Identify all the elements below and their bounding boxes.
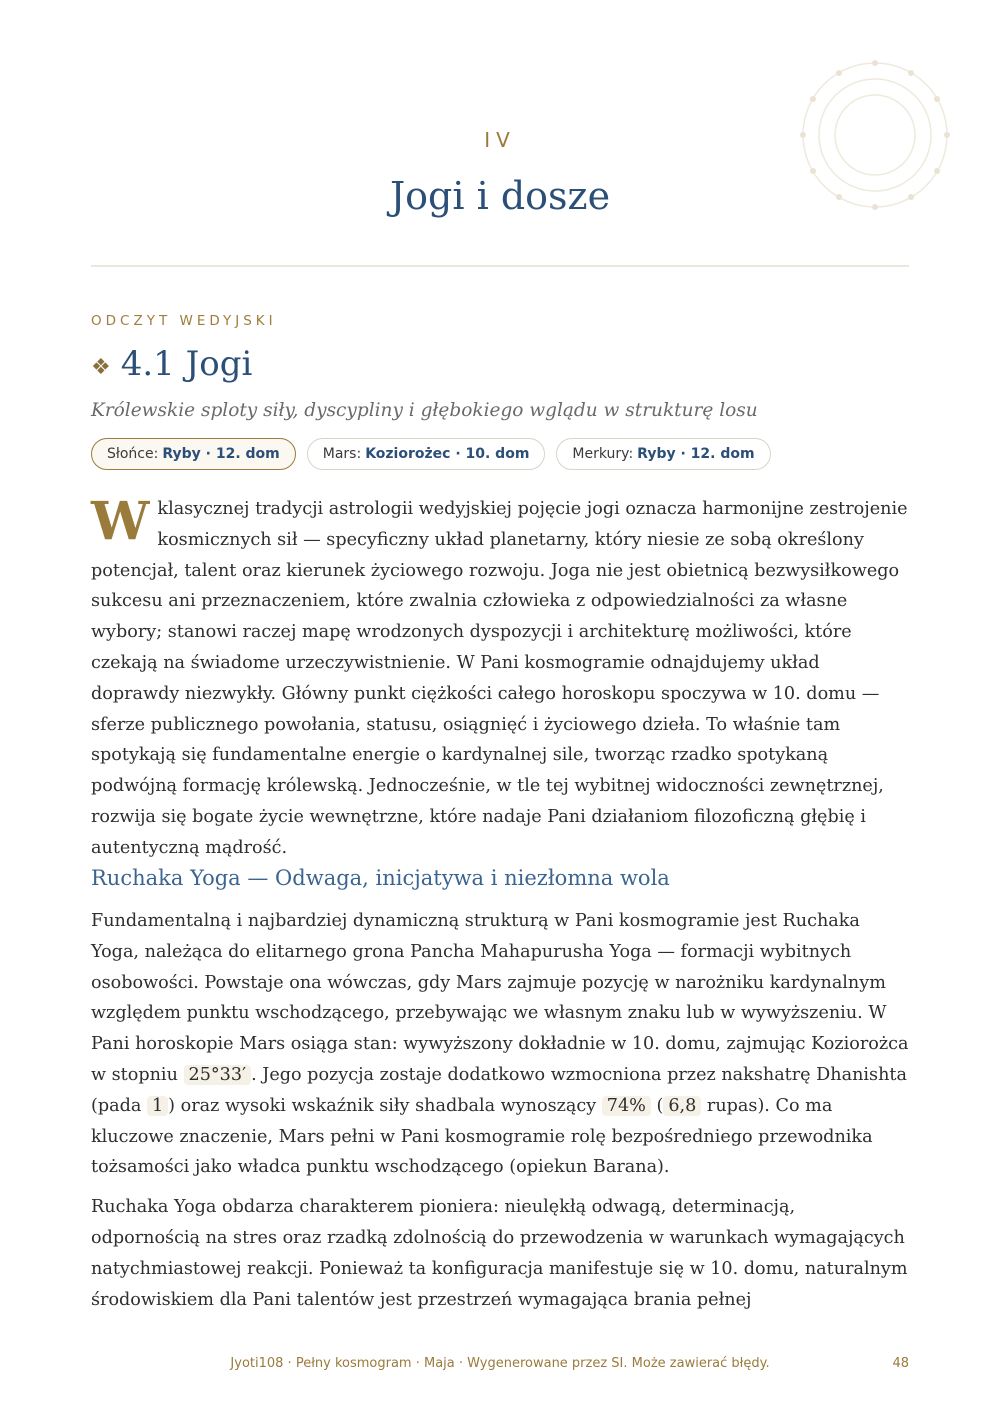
mars-degree-value: 25°33′ (184, 1065, 252, 1085)
chapter-number: IV (484, 128, 516, 152)
chip-value: Ryby · 12. dom (162, 446, 280, 462)
chip-value: Koziorożec · 10. dom (365, 446, 530, 462)
chip-mercury[interactable] (556, 438, 770, 470)
text-run: ) oraz wysoki wskaźnik siły shadbala wynoszący (168, 1095, 597, 1116)
intro-text: klasycznej tradycji astrologii wedyjskiej pojęcie jogi oznacza harmonijne zestrojenie kosmicznych sił — specyficzny układ planetarny, który niesie ze sobą określony potencjał, talent oraz kierunek życiowego rozwoju. Joga nie jest obietnicą bezwysiłkowego sukcesu ani przeznaczeniem, które zwalnia człowieka z odpowiedzialności za własne wybory; stanowi raczej mapę wrodzonych dyspozycji i architekturę możliwości, które czekają na świadome urzeczywistnienie. W Pani kosmogramie odnajdujemy układ doprawdy niezwykły. Główny punkt ciężkości całego horoskopu spoczywa w 10. domu — sferze publicznego powołania, statusu, osiągnięć i życiowego dzieła. To właśnie tam spotykają się fundamentalne energie o kardynalnej sile, tworząc rzadko spotykaną podwójną formację królewską. Jednocześnie, w tle tej wybitnej widoczności zewnętrznej, rozwija się bogate życie wewnętrzne, które nadaje Pani działaniom filozoficzną głębię i autentyczną mądrość. (91, 499, 908, 858)
ruchaka-body (91, 906, 909, 1315)
diamond-ornament-icon: ❖ (91, 354, 111, 380)
text-run: rupas). Co ma kluczowe znaczenie, Mars pełni w Pani kosmogramie rolę bezpośredniego przewodnika tożsamości jako władca punktu wschodzącego (opiekun Barana). (91, 1095, 873, 1178)
intro-paragraph (91, 491, 909, 864)
chip-label: Merkury: (572, 446, 634, 462)
header-divider (91, 265, 909, 267)
ruchaka-heading: Ruchaka Yoga — Odwaga, inicjatywa i niezłomna wola (91, 866, 670, 890)
section-kicker: ODCZYT WEDYJSKI (91, 313, 277, 329)
chip-mars[interactable] (307, 438, 546, 470)
ruchaka-paragraph-2: Ruchaka Yoga obdarza charakterem pioniera: nieulękłą odwagą, determinacją, odpornością na stres oraz rzadką zdolnością do przewodzenia w warunkach wymagających natychmiastowej reakcji. Ponieważ ta konfiguracja manifestuje się w 10. domu, naturalnym środowiskiem dla Pani talentów jest przestrzeń wymagająca brania pełnej (91, 1197, 908, 1310)
page-number: 48 (892, 1356, 909, 1371)
shadbala-percent: 74% (602, 1096, 651, 1116)
text-run: ( (656, 1095, 664, 1116)
page-footer: Jyoti108 · Pełny kosmogram · Maja · Wygenerowane przez SI. Może zawierać błędy. (230, 1356, 770, 1371)
chip-label: Słońce: (107, 446, 159, 462)
pada-value: 1 (147, 1096, 168, 1116)
rupas-value: 6,8 (663, 1096, 701, 1116)
section-subtitle: Królewskie sploty siły, dyscypliny i głębokiego wglądu w strukturę losu (91, 400, 758, 421)
chapter-title: Jogi i dosze (389, 174, 611, 218)
text-run: Fundamentalną i najbardziej dynamiczną strukturą w Pani kosmogramie jest Ruchaka Yoga, należąca do elitarnego grona Pancha Mahapurusha Yoga — formacji wybitnych osobowości. Powstaje ona wówczas, gdy Mars zajmuje pozycję w narożniku kardynalnym względem punktu wschodzącego, przebywając we własnym znaku lub w wywyższeniu. W Pani horoskopie Mars osiąga stan: wywyższony dokładnie w 10. domu, zajmując Koziorożca w stopniu (91, 911, 909, 1085)
section-title: 4.1 Jogi (120, 344, 253, 384)
text-run: . Jego pozycja zostaje dodatkowo wzmocniona przez nakshatrę Dhanishta (pada (91, 1064, 907, 1116)
chip-label: Mars: (322, 446, 362, 462)
ruchaka-paragraph-1 (91, 906, 909, 1183)
drop-cap: W (91, 491, 150, 552)
planet-chips (91, 438, 771, 470)
chip-sun[interactable] (91, 438, 296, 470)
section-heading (91, 344, 252, 384)
chip-value: Ryby · 12. dom (637, 446, 755, 462)
